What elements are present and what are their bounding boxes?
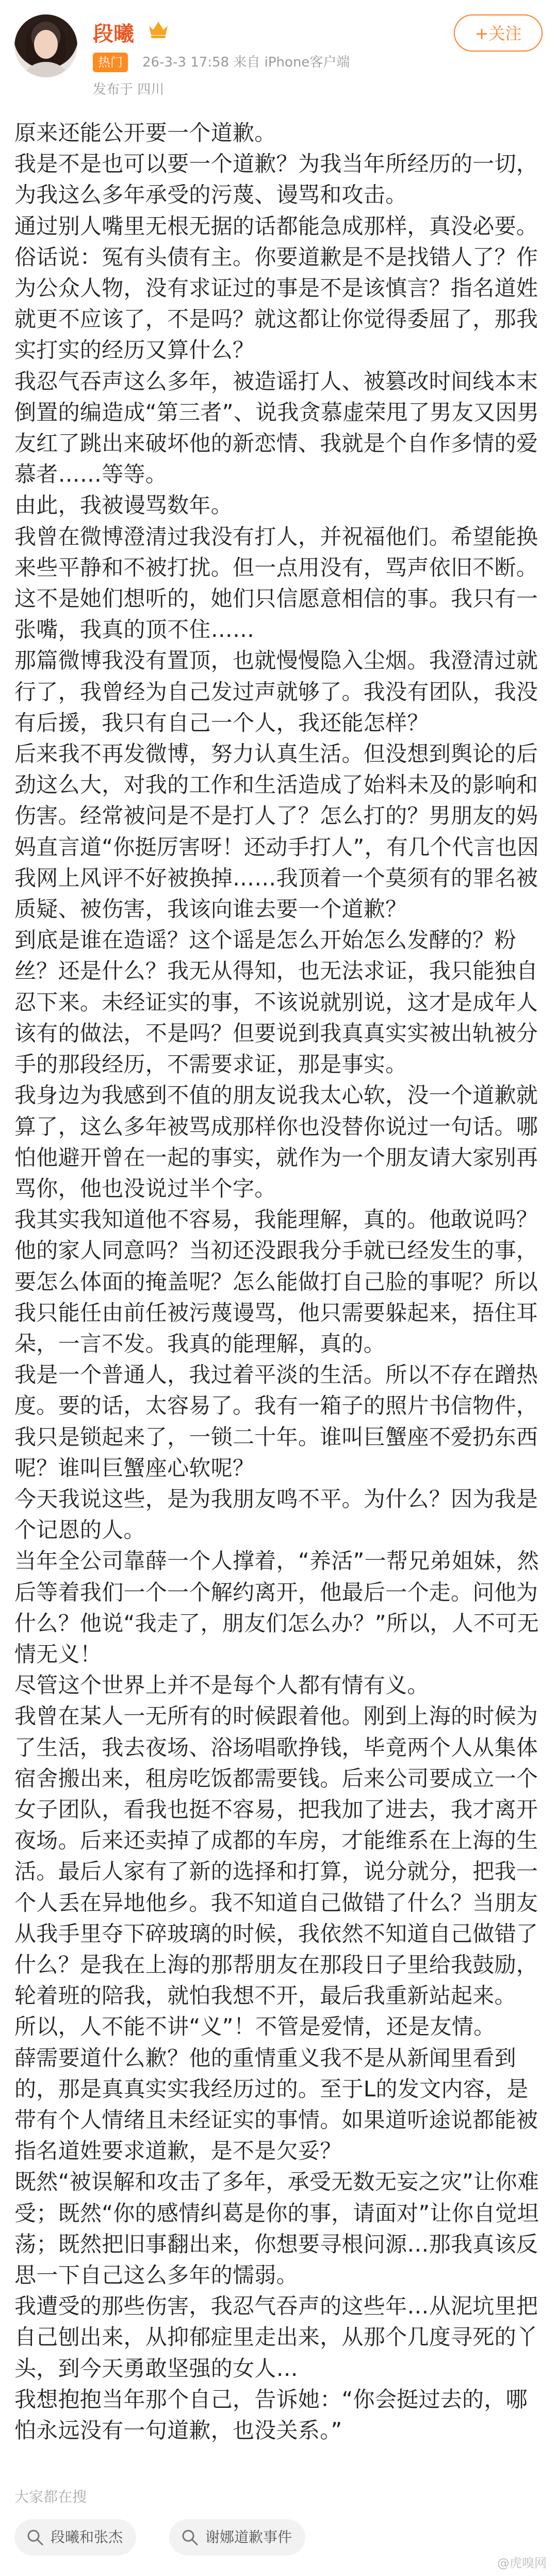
post-paragraph: 那篇微博我没有置顶，也就慢慢隐入尘烟。我澄清过就行了，我曾经为自己发过声就够了。我没有团队，我没有后援，我只有自己一个人，我还能怎样？	[14, 648, 538, 735]
post-content	[14, 118, 543, 2446]
post-header	[0, 0, 557, 116]
post-paragraph: 由此，我被谩骂数年。	[14, 493, 233, 518]
follow-button[interactable]: +关注	[454, 14, 543, 52]
post-location: 发布于 四川	[93, 82, 165, 97]
post-time-source: 26-3-3 17:58 来自 iPhone客户端	[142, 55, 350, 70]
post-paragraph: 通过别人嘴里无根无据的话都能急成那样，真没必要。俗话说：冤有头债有主。你要道歉是不是找错人了？作为公众人物，没有求证过的事是不是该慎言？指名道姓就更不应该了，不是吗？就这都让你觉得委屈了，那我实打实的经历又算什么？	[14, 213, 538, 363]
post-paragraph: 今天我说这些，是为我朋友鸣不平。为什么？因为我是个记恩的人。	[14, 1486, 538, 1543]
username[interactable]: 段曦	[93, 22, 134, 46]
post-paragraph: 我是不是也可以要一个道歉？为我当年所经历的一切，为我这么多年承受的污蔑、谩骂和攻击。	[14, 151, 538, 208]
topic-chip[interactable]	[169, 2519, 305, 2555]
post-paragraph: 我其实我知道他不容易，我能理解，真的。他敢说吗？他的家人同意吗？当初还没跟我分手就已经发生的事，要怎么体面的掩盖呢？怎么能做打自己脸的事呢？所以我只能任由前任被污蔑谩骂，他只需要躲起来，捂住耳朵，一言不发。我真的能理解，真的。	[14, 1207, 538, 1356]
related-topics	[14, 2519, 543, 2555]
post-paragraph: 原来还能公开要一个道歉。	[14, 120, 276, 145]
watermark: @虎嗅网	[497, 2556, 547, 2570]
post-paragraph: 尽管这个世界上并不是每个人都有情有义。	[14, 1672, 429, 1698]
post-paragraph: 到底是谁在造谣？这个谣是怎么开始怎么发酵的？粉丝？还是什么？我无从得知，也无法求证，我只能独自忍下来。未经证实的事，不该说就别说，这才是成年人该有的做法，不是吗？但要说到我真真实实被出轨被分手的那段经历，不需要求证，那是事实。	[14, 927, 538, 1077]
post-paragraph: 当年全公司靠薛一个人撑着，“养活”一帮兄弟姐妹，然后等着我们一个一个解约离开，他最后一个走。问他为什么？他说“我走了，朋友们怎么办？”所以，人不可无情无义！	[14, 1548, 539, 1667]
post-paragraph: 所以，人不能不讲“义”！不管是爱情，还是友情。	[14, 2014, 496, 2040]
post-paragraph: 我遭受的那些伤害，我忍气吞声的这些年…从泥坑里把自己刨出来，从抑郁症里走出来，从那个几度寻死的丫头，到今天勇敢坚强的女人…	[14, 2293, 538, 2381]
hot-badge: 热门	[93, 53, 128, 72]
post-paragraph: 我想抱抱当年那个自己，告诉她：“你会挺过去的，哪怕永远没有一句道歉，也没关系。”	[14, 2386, 528, 2443]
related-search-title: 大家都在搜	[14, 2488, 87, 2505]
post-paragraph: 我曾在微博澄清过我没有打人，并祝福他们。希望能换来些平静和不被打扰。但一点用没有，骂声依旧不断。这不是她们想听的，她们只信愿意相信的事。我只有一张嘴，我真的顶不住……	[14, 523, 538, 643]
topic-label: 段曦和张杰	[51, 2529, 123, 2546]
post-paragraph: 我身边为我感到不值的朋友说我太心软，没一个道歉就算了，这么多年被骂成那样你也没替你说过一句话。哪怕他避开曾在一起的事实，就作为一个朋友请大家别再骂你，他也没说过半个字。	[14, 1082, 538, 1201]
post-paragraph: 我是一个普通人，我过着平淡的生活。所以不存在蹭热度。要的话，太容易了。我有一箱子的照片书信物件，我只是锁起来了，一锁二十年。谁叫巨蟹座不爱扔东西呢？谁叫巨蟹座心软呢？	[14, 1362, 538, 1481]
post-paragraph: 薛需要道什么歉？他的重情重义我不是从新闻里看到的，那是真真实实我经历过的。至于L的发文内容，是带有个人情绪且未经证实的事情。如果道听途说都能被指名道姓要求道歉，是不是欠妥？	[14, 2045, 538, 2164]
post-paragraph: 我忍气吞声这么多年，被造谣打人、被篡改时间线本末倒置的编造成“第三者”、说我贪慕虚荣甩了男友又因男友红了跳出来破坏他的新恋情、我就是个自作多情的爱慕者……等等。	[14, 368, 539, 487]
avatar[interactable]	[14, 14, 77, 77]
crown-badge-icon	[147, 19, 170, 39]
search-icon	[181, 2528, 199, 2547]
topic-chip[interactable]	[14, 2519, 136, 2555]
topic-label: 谢娜道歉事件	[205, 2529, 292, 2546]
search-icon	[26, 2528, 44, 2547]
post-paragraph: 我曾在某人一无所有的时候跟着他。刚到上海的时候为了生活，我去夜场、浴场唱歌挣钱，毕竟两个人从集体宿舍搬出来，租房吃饭都需要钱。后来公司要成立一个女子团队，看我也挺不容易，把我加了进去，我才离开夜场。后来还卖掉了成都的车房，才能维系在上海的生活。最后人家有了新的选择和打算，说分就分，把我一个人丢在异地他乡。我不知道自己做错了什么？当朋友从我手里夺下碎玻璃的时候，我依然不知道自己做错了什么？是我在上海的那帮朋友在那段日子里给我鼓励，轮着班的陪我，就怕我想不开，最后我重新站起来。	[14, 1703, 538, 2009]
post-paragraph: 后来我不再发微博，努力认真生活。但没想到舆论的后劲这么大，对我的工作和生活造成了始料未及的影响和伤害。经常被问是不是打人了？怎么打的？男朋友的妈妈直言道“你挺厉害呀！还动手打人”，有几个代言也因我网上风评不好被换掉……我顶着一个莫须有的罪名被质疑、被伤害，我该向谁去要一个道歉？	[14, 741, 539, 922]
post-paragraph: 既然“被误解和攻击了多年，承受无数无妄之灾”让你难受；既然“你的感情纠葛是你的事，请面对”让你自觉坦荡；既然把旧事翻出来，你想要寻根问源…那我真该反思一下自己这么多年的懦弱。	[14, 2169, 539, 2288]
